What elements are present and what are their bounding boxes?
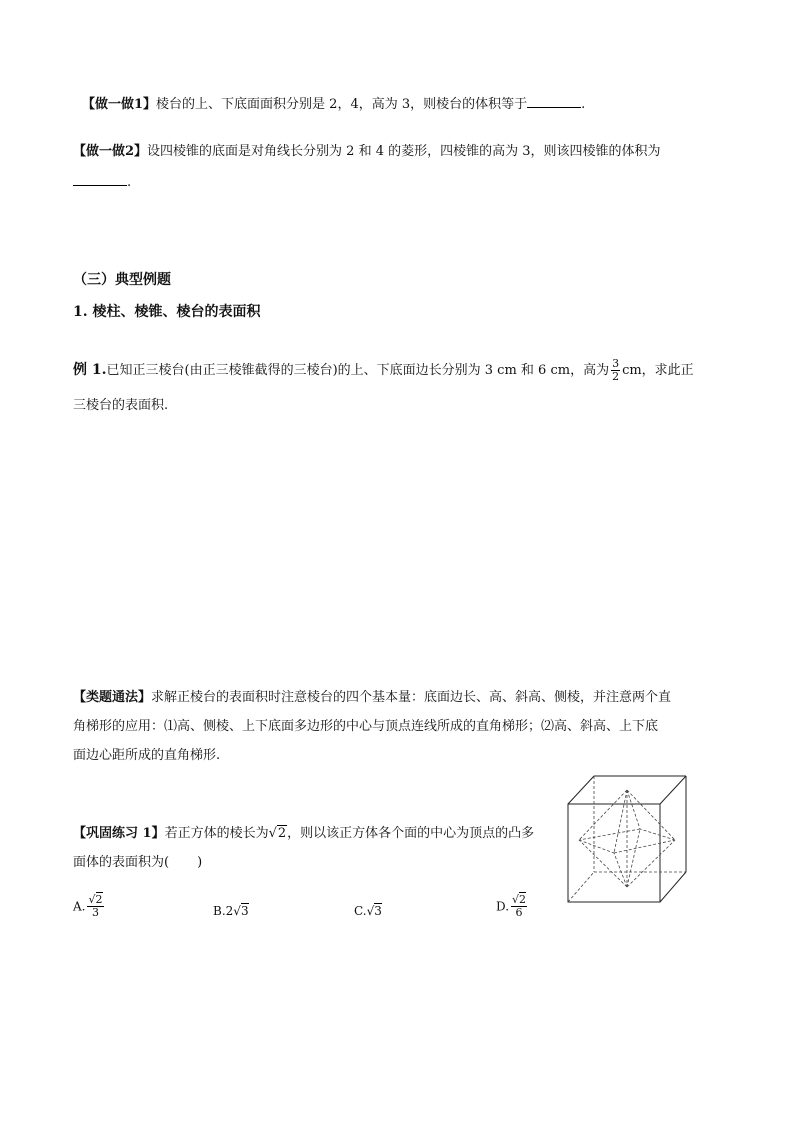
exercise-2-end: . bbox=[127, 175, 132, 190]
option-d-fraction: $\frac{√2}{6}$ bbox=[512, 893, 527, 919]
option-d[interactable] bbox=[496, 894, 529, 919]
option-b-label: B.2 bbox=[213, 904, 234, 918]
option-d-label: D. bbox=[496, 899, 510, 914]
practice-1-text-end: ，则以该正方体各个面的中心为顶点的凸多 bbox=[287, 826, 535, 841]
example-1-text-end: cm，求此正 bbox=[622, 363, 694, 378]
practice-1-text: 若正方体的棱长为 bbox=[164, 826, 269, 841]
practice-1 bbox=[73, 824, 534, 844]
sqrt-arg: 2 bbox=[277, 826, 287, 841]
option-d-den: 6 bbox=[515, 906, 523, 919]
option-a-fraction: $\frac{√2}{3}$ bbox=[88, 893, 103, 919]
exercise-2-answer-blank[interactable] bbox=[73, 172, 127, 186]
height-fraction bbox=[611, 358, 620, 383]
fraction-numerator: 3 bbox=[612, 357, 620, 370]
method-text-1: 求解正棱台的表面积时注意棱台的四个基本量：底面边长、高、斜高、侧棱，并注意两个直 bbox=[151, 690, 672, 705]
practice-1-label: 【巩固练习 1】 bbox=[73, 826, 165, 841]
topic-heading: 1. 棱柱、棱锥、棱台的表面积 bbox=[73, 304, 261, 320]
exercise-2-label: 【做一做2】 bbox=[73, 144, 148, 159]
option-d-sqrt: 2 bbox=[519, 893, 527, 906]
exercise-2-text: 设四棱锥的底面是对角线长分别为 2 和 4 的菱形，四棱锥的高为 3，则该四棱锥的体积为 bbox=[147, 144, 661, 159]
method-line-1 bbox=[73, 688, 671, 708]
sqrt-2: √2 bbox=[268, 826, 287, 841]
exercise-1-end: . bbox=[581, 97, 586, 112]
section-heading: （三）典型例题 bbox=[73, 272, 171, 288]
option-a-den: 3 bbox=[91, 906, 99, 919]
method-label: 【类题通法】 bbox=[73, 690, 152, 705]
option-b-sqrt: 3 bbox=[240, 904, 249, 918]
exercise-1-answer-blank[interactable] bbox=[527, 94, 581, 108]
option-c-label: C. bbox=[354, 904, 367, 918]
example-1 bbox=[73, 358, 694, 383]
exercise-2 bbox=[73, 142, 661, 162]
option-c-sqrt: 3 bbox=[374, 904, 382, 918]
exercise-2-line2 bbox=[73, 172, 131, 193]
fraction-denominator: 2 bbox=[612, 370, 620, 383]
practice-1-paren: ) bbox=[197, 855, 203, 870]
exercise-1 bbox=[82, 94, 585, 115]
option-a[interactable] bbox=[73, 894, 106, 919]
example-1-label: 例 1. bbox=[73, 362, 107, 378]
option-c[interactable]: C.√3 bbox=[354, 904, 382, 918]
method-line-3: 面边心距所成的直角梯形. bbox=[73, 748, 221, 763]
practice-1-line2 bbox=[73, 853, 202, 873]
exercise-1-text: 棱台的上、下底面面积分别是 2，4，高为 3，则棱台的体积等于 bbox=[156, 97, 528, 112]
option-a-sqrt: 2 bbox=[95, 893, 103, 906]
method-line-2: 角梯形的应用：⑴高、侧棱、上下底面多边形的中心与顶点连线所成的直角梯形；⑵高、斜高、上下底 bbox=[73, 719, 659, 734]
option-b[interactable]: B.2√3 bbox=[213, 904, 249, 918]
example-1-text: 已知正三棱台(由正三棱锥截得的三棱台)的上、下底面边长分别为 3 cm 和 6 cm，高为 bbox=[106, 363, 610, 378]
option-a-label: A. bbox=[73, 899, 86, 914]
exercise-1-label: 【做一做1】 bbox=[82, 97, 157, 112]
practice-1-line2-text: 面体的表面积为( bbox=[73, 855, 170, 870]
cube-octahedron-figure bbox=[564, 774, 694, 906]
example-1-line2: 三棱台的表面积. bbox=[73, 398, 169, 413]
